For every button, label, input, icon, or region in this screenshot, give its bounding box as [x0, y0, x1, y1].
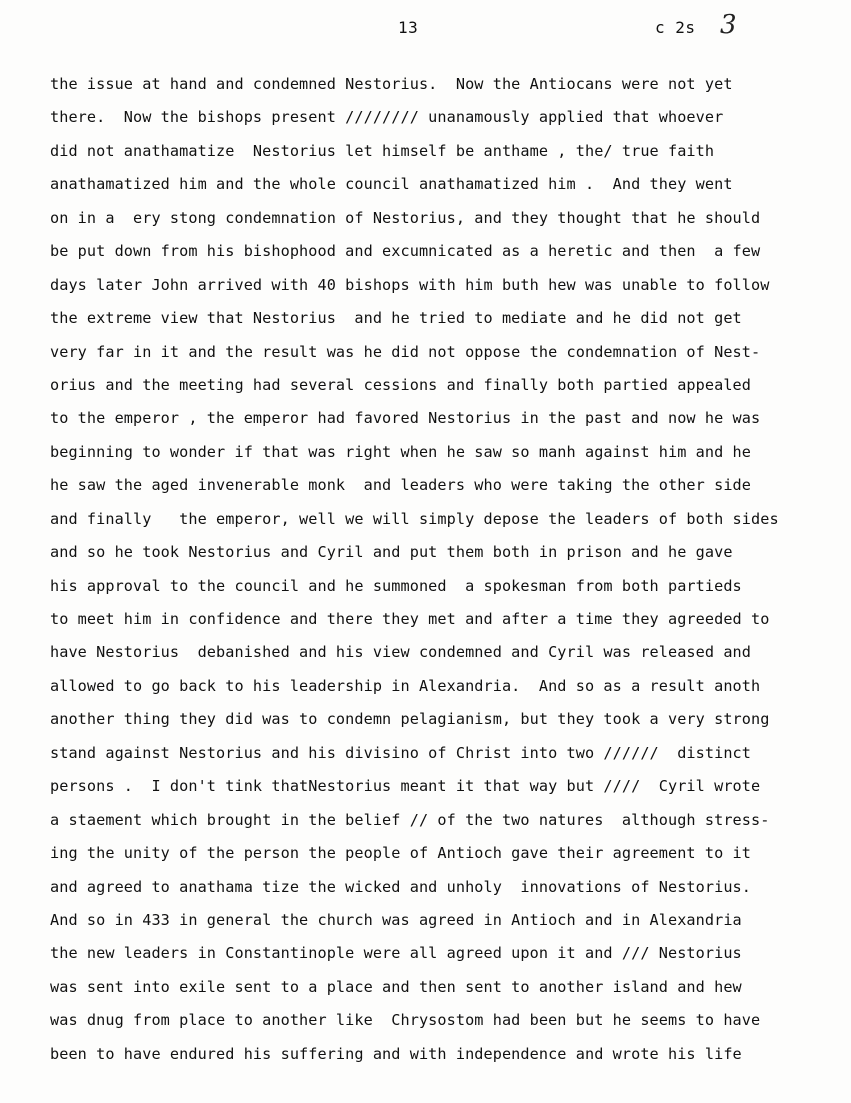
text-line: persons . I don't tink thatNestorius meant it that way but //// Cyril wrote	[50, 777, 761, 796]
text-line: and finally the emperor, well we will simply depose the leaders of both sides	[50, 509, 779, 528]
text-line: orius and the meeting had several cessions and finally both partied appealed	[50, 375, 751, 394]
text-line: to the emperor , the emperor had favored Nestorius in the past and now he was	[50, 409, 761, 428]
text-line: was dnug from place to another like Chrysostom had been but he seems to have	[50, 1011, 761, 1030]
text-line: been to have endured his suffering and with independence and wrote his life	[50, 1044, 742, 1063]
text-line: the extreme view that Nestorius and he tried to mediate and he did not get	[50, 309, 742, 328]
text-line: And so in 433 in general the church was agreed in Antioch and in Alexandria	[50, 910, 742, 929]
text-line: he saw the aged invenerable monk and leaders who were taking the other side	[50, 476, 751, 495]
text-line: stand against Nestorius and his divisino of Christ into two ////// distinct	[50, 743, 751, 762]
class-label: c 2s	[655, 18, 696, 37]
text-line: to meet him in confidence and there they met and after a time they agreeded to	[50, 610, 770, 628]
text-line: anathamatized him and the whole council anathamatized him . And they went	[50, 175, 733, 194]
text-line: the new leaders in Constantinople were all agreed upon it and /// Nestorius	[50, 944, 742, 963]
text-line: very far in it and the result was he did not oppose the condemnation of Nest-	[50, 342, 761, 361]
page-number: 13	[398, 18, 419, 37]
text-line: a staement which brought in the belief // of the two natures although stress-	[50, 810, 770, 829]
text-line: on in a ery stong condemnation of Nestorius, and they thought that he should	[50, 208, 761, 227]
text-line: be put down from his bishophood and excumnicated as a heretic and then a few	[50, 242, 761, 261]
text-line: his approval to the council and he summoned a spokesman from both partieds	[50, 576, 742, 595]
text-line: have Nestorius debanished and his view condemned and Cyril was released and	[50, 643, 751, 662]
text-line: beginning to wonder if that was right when he saw so manh against him and he	[50, 442, 751, 461]
text-line: there. Now the bishops present //////// unanamously applied that whoever	[50, 108, 724, 127]
text-line: and agreed to anathama tize the wicked and unholy innovations of Nestorius.	[50, 877, 751, 896]
text-line: and so he took Nestorius and Cyril and put them both in prison and he gave	[50, 543, 733, 562]
text-line: did not anathamatize Nestorius let himself be anthame , the/ true faith	[50, 141, 715, 160]
text-line: the issue at hand and condemned Nestorius. Now the Antiocans were not yet	[50, 75, 733, 93]
text-line: another thing they did was to condemn pelagianism, but they took a very strong	[50, 710, 770, 729]
body-text	[50, 68, 835, 1071]
text-line: allowed to go back to his leadership in Alexandria. And so as a result anoth	[50, 676, 761, 695]
handwritten-class-number: 3	[720, 10, 737, 40]
text-line: ing the unity of the person the people of Antioch gave their agreement to it	[50, 844, 751, 863]
text-line: days later John arrived with 40 bishops with him buth hew was unable to follow	[50, 275, 770, 294]
text-line: was sent into exile sent to a place and then sent to another island and hew	[50, 977, 742, 996]
